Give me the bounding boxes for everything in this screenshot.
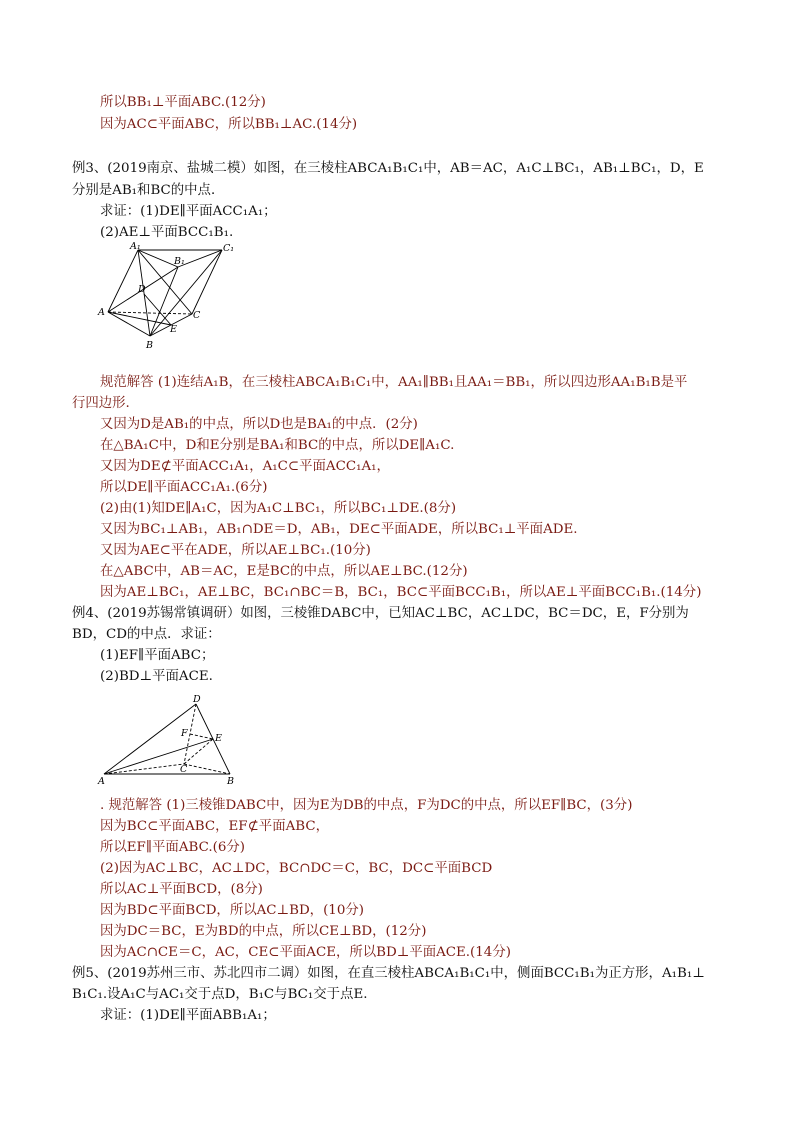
example-4-question-1: (1)EF∥平面ABC；: [100, 648, 215, 663]
hidden-edge-ac: [104, 764, 184, 774]
solution-line: 所以EF∥平面ABC.(6分): [100, 840, 245, 855]
label-e: E: [170, 324, 177, 335]
example-3-question-2: (2)AE⊥平面BCC₁B₁.: [100, 225, 234, 240]
label-a: A: [98, 307, 105, 318]
solution-line: 规范解答 (1)连结A₁B，在三棱柱ABCA₁B₁C₁中，AA₁∥BB₁且AA₁＝BB₁，所以四边形AA₁B₁B是平: [100, 375, 688, 390]
example-5-question-1: 求证：(1)DE∥平面ABB₁A₁；: [100, 1008, 276, 1023]
solution-line: 因为DC＝BC，E为BD的中点，所以CE⊥BD，(12分): [100, 924, 427, 939]
solution-line: 在△ABC中，AB＝AC，E是BC的中点，所以AE⊥BC.(12分): [100, 564, 468, 579]
label-a: A: [98, 776, 105, 787]
pyramid-figure: [96, 692, 246, 790]
hidden-segment-ce: [184, 739, 213, 764]
label-c: C: [193, 310, 201, 321]
example-5-title-cont: B₁C₁.设A₁C与AC₁交于点D，B₁C与BC₁交于点E.: [72, 987, 368, 1002]
hidden-edge-ac: [108, 312, 192, 314]
label-d: D: [193, 694, 201, 705]
solution-line: (2)因为AC⊥BC，AC⊥DC，BC∩DC＝C，BC，DC⊂平面BCD: [100, 861, 493, 876]
solution-line: 在△BA₁C中，D和E分别是BA₁和BC的中点，所以DE∥A₁C.: [100, 438, 455, 453]
label-e: E: [215, 733, 222, 744]
solution-line: 又因为AE⊂平在ADE，所以AE⊥BC₁.(10分): [100, 543, 371, 558]
example-3-question-1: 求证：(1)DE∥平面ACC₁A₁；: [100, 204, 277, 219]
label-c: C: [180, 764, 188, 775]
label-b1: B₁: [174, 256, 185, 267]
hidden-edge-bc: [184, 764, 230, 774]
solution-line: 因为AC∩CE＝C，AC，CE⊂平面ACE，所以BD⊥平面ACE.(14分): [100, 945, 511, 960]
example-4-title: 例4、(2019苏锡常镇调研）如图，三棱锥DABC中，已知AC⊥BC，AC⊥DC，BC＝DC，E，F分别为: [72, 606, 689, 621]
example-4-title-cont: BD，CD的中点．求证：: [72, 627, 221, 642]
label-d: D: [138, 284, 146, 295]
solution-line: 行四边形.: [72, 396, 130, 411]
hidden-segment-ef: [190, 734, 213, 739]
solution-line: 所以DE∥平面ACC₁A₁.(6分): [100, 480, 268, 495]
solution-line: 又因为D是AB₁的中点，所以D也是BA₁的中点．(2分): [100, 417, 418, 432]
label-a1: A₁: [130, 241, 141, 252]
solution-line: 因为BC⊂平面ABC，EF⊄平面ABC，: [100, 819, 329, 834]
label-c1: C₁: [223, 243, 235, 254]
label-b: B: [146, 340, 153, 351]
example-3-title-cont: 分别是AB₁和BC的中点．: [72, 183, 225, 198]
segment-ae: [104, 739, 213, 774]
solution-line: 因为BD⊂平面BCD，所以AC⊥BD，(10分): [100, 903, 364, 918]
edge-ab: [108, 312, 150, 336]
example-3-title: 例3、(2019南京、盐城二模）如图，在三棱柱ABCA₁B₁C₁中，AB＝AC，A₁C⊥BC₁，AB₁⊥BC₁，D，E: [72, 161, 704, 176]
label-f: F: [181, 728, 188, 739]
solution-line: (2)由(1)知DE∥A₁C，因为A₁C⊥BC₁，所以BC₁⊥DE.(8分): [100, 501, 457, 516]
example-4-question-2: (2)BD⊥平面ACE.: [100, 669, 213, 684]
solution-line: 所以AC⊥平面BCD，(8分): [100, 882, 263, 897]
solution-line: 又因为DE⊄平面ACC₁A₁，A₁C⊂平面ACC₁A₁，: [100, 459, 390, 474]
solution-line: 因为AE⊥BC₁，AE⊥BC，BC₁∩BC＝B，BC₁，BC⊂平面BCC₁B₁，所以AE⊥平面BCC₁B₁.(14分): [100, 585, 702, 600]
prism-figure: [96, 240, 246, 352]
prism-diagram: [96, 240, 246, 352]
label-b: B: [227, 776, 234, 787]
text-line: 所以BB₁⊥平面ABC.(12分): [100, 95, 266, 110]
pyramid-diagram: [96, 692, 246, 790]
example-5-title: 例5、(2019苏州三市、苏北四市二调）如图，在直三棱柱ABCA₁B₁C₁中，侧面BCC₁B₁为正方形，A₁B₁⊥: [72, 966, 705, 981]
edge-a1b1: [138, 250, 178, 267]
text-line: 因为AC⊂平面ABC，所以BB₁⊥AC.(14分): [100, 117, 358, 132]
solution-line: 又因为BC₁⊥AB₁，AB₁∩DE＝D，AB₁，DE⊂平面ADE，所以BC₁⊥平面ADE.: [100, 522, 578, 537]
solution-line: . 规范解答 (1)三棱锥DABC中，因为E为DB的中点，F为DC的中点，所以EF∥BC，(3分): [100, 798, 633, 813]
